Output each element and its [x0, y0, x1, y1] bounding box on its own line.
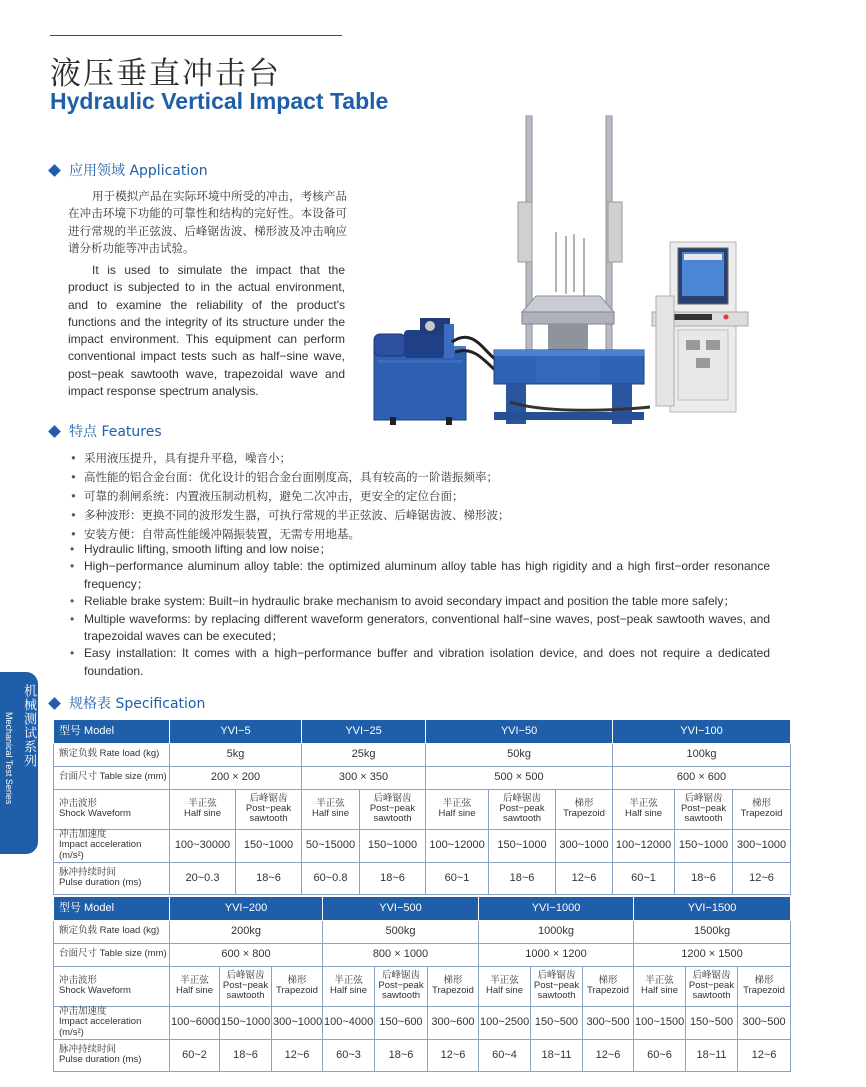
accel-cell: 300~1000 — [272, 1006, 323, 1039]
pulse-cell: 60~0.8 — [302, 862, 360, 894]
control-cabinet — [652, 242, 748, 412]
accel-cell: 100~12000 — [426, 829, 489, 862]
accel-cell: 300~600 — [428, 1006, 479, 1039]
wave-saw-cn: 后峰锯齿 — [373, 793, 412, 804]
accel-label-cn: 冲击加速度 — [59, 828, 107, 840]
size-cell: 200 × 200 — [170, 766, 302, 789]
wave-saw-en2: sawtooth — [373, 813, 412, 824]
accel-cell: 100~4000 — [323, 1006, 375, 1039]
page-title-cn: 液压垂直冲击台 — [50, 56, 281, 92]
wave-saw — [489, 789, 556, 829]
application-heading-text: 应用领域 Application — [69, 163, 208, 179]
table-row — [54, 897, 791, 920]
wave-saw-cn: 后峰锯齿 — [249, 793, 288, 804]
wave-saw-cn: 后峰锯齿 — [226, 970, 265, 981]
wave-half — [613, 789, 675, 829]
wave-saw — [220, 966, 272, 1006]
accel-label — [54, 829, 170, 862]
wave-saw-en2: sawtooth — [226, 990, 265, 1001]
wave-trap-en: Trapezoid — [563, 808, 605, 819]
waveform-label-cn: 冲击波形 — [59, 797, 98, 809]
wave-saw-en1: Post−peak — [688, 980, 735, 991]
wave-trap — [738, 966, 791, 1006]
wave-half — [302, 789, 360, 829]
header-rule — [50, 35, 342, 36]
pulse-cell: 12~6 — [583, 1039, 634, 1071]
feature-item-cn: • 可靠的刹闸系统：内置液压制动机构，避免二次冲击，更安全的定位台面； — [68, 487, 510, 506]
wave-half-cn: 半正弦 — [629, 798, 658, 809]
pulse-cell: 12~6 — [556, 862, 613, 894]
pulse-cell: 18~6 — [489, 862, 556, 894]
wave-saw — [531, 966, 583, 1006]
features-list-en — [68, 541, 770, 680]
pulse-label-cn: 脉冲持续时间 — [59, 1043, 117, 1055]
pulse-cell: 60~3 — [323, 1039, 375, 1071]
accel-cell: 150~600 — [375, 1006, 428, 1039]
table-row — [54, 789, 791, 829]
application-heading — [50, 160, 208, 180]
series-label-en: Mechanical Test Series — [4, 712, 14, 805]
wave-half-cn: 半正弦 — [334, 975, 363, 986]
pulse-cell: 60~1 — [613, 862, 675, 894]
wave-saw-en1: Post−peak — [369, 803, 416, 814]
accel-cell: 150~1000 — [489, 829, 556, 862]
pulse-cell: 18~11 — [531, 1039, 583, 1071]
accel-cell: 100~30000 — [170, 829, 236, 862]
wave-half-en: Half sine — [486, 985, 523, 996]
load-cell: 1500kg — [634, 920, 791, 943]
pulse-cell: 60~4 — [479, 1039, 531, 1071]
table-row — [54, 766, 791, 789]
model-cell: YVI−25 — [302, 720, 426, 743]
pulse-cell: 12~6 — [272, 1039, 323, 1071]
accel-cell: 150~1000 — [360, 829, 426, 862]
accel-cell: 100~6000 — [170, 1006, 220, 1039]
wave-trap — [272, 966, 323, 1006]
wave-trap — [556, 789, 613, 829]
page-title-en: Hydraulic Vertical Impact Table — [50, 88, 389, 114]
wave-saw — [360, 789, 426, 829]
pulse-cell: 18~6 — [675, 862, 733, 894]
feature-item-en: • Easy installation: It comes with a high−performance buffer and vibration isolation device, and does not require a dedicated foundation. — [68, 645, 770, 680]
table-row — [54, 1006, 791, 1039]
wave-saw-en1: Post−peak — [499, 803, 545, 814]
waveform-label-cn: 冲击波形 — [59, 974, 98, 986]
pulse-cell: 60~2 — [170, 1039, 220, 1071]
table-row — [54, 920, 791, 943]
table-row — [54, 720, 791, 743]
wave-half-en: Half sine — [184, 808, 221, 819]
wave-saw-en1: Post−peak — [680, 803, 727, 814]
feature-item-cn: • 安装方便：自带高性能缓冲隔振装置，无需专用地基。 — [68, 525, 510, 544]
model-cell: YVI−500 — [323, 897, 479, 920]
wave-half — [170, 789, 236, 829]
pulse-label — [54, 862, 170, 894]
wave-trap-en: Trapezoid — [276, 985, 318, 996]
model-label: 型号 Model — [54, 897, 170, 920]
wave-trap — [428, 966, 479, 1006]
waveform-label — [54, 789, 170, 829]
pulse-cell: 20~0.3 — [170, 862, 236, 894]
model-cell: YVI−200 — [170, 897, 323, 920]
accel-cell: 300~1000 — [733, 829, 791, 862]
size-cell: 600 × 800 — [170, 943, 323, 966]
wave-trap-cn: 梯形 — [754, 975, 774, 986]
pulse-cell: 12~6 — [738, 1039, 791, 1071]
features-list-cn — [68, 449, 510, 544]
wave-half-cn: 半正弦 — [188, 798, 217, 809]
accel-cell: 150~1000 — [220, 1006, 272, 1039]
wave-half — [634, 966, 686, 1006]
pulse-cell: 18~6 — [375, 1039, 428, 1071]
load-cell: 25kg — [302, 743, 426, 766]
specification-heading — [50, 693, 205, 713]
impact-table-machine — [494, 116, 650, 424]
load-label: 额定负载 Rate load (kg) — [54, 920, 170, 943]
wave-saw-cn: 后峰锯齿 — [537, 970, 576, 981]
pulse-cell: 18~11 — [686, 1039, 738, 1071]
size-cell: 1000 × 1200 — [479, 943, 634, 966]
model-cell: YVI−5 — [170, 720, 302, 743]
wave-saw-en2: sawtooth — [249, 813, 288, 824]
accel-cell: 150~1000 — [236, 829, 302, 862]
feature-item-en: • Reliable brake system: Built−in hydraulic brake mechanism to avoid secondary impact and position the table more safely； — [68, 593, 770, 610]
accel-cell: 300~1000 — [556, 829, 613, 862]
model-cell: YVI−1000 — [479, 897, 634, 920]
spec-table-1-body — [53, 720, 791, 895]
diamond-bullet-icon — [48, 425, 61, 438]
wave-half-en: Half sine — [176, 985, 213, 996]
wave-half — [426, 789, 489, 829]
application-text-en: It is used to simulate the impact that the product is subjected to in the actual environment, and to examine the reliability of the product's functions and the integrity of its structure under the impact environment. This equipment can perform conventional impact tests such as half−sine wave, post−peak sawtooth wave, trapezoidal wave and impact response spectrum analysis. — [68, 263, 345, 399]
wave-trap-en: Trapezoid — [740, 808, 783, 819]
accel-label-en: Impact acceleration (m/s²) — [59, 839, 142, 861]
wave-saw-en1: Post−peak — [222, 980, 269, 991]
table-row — [54, 966, 791, 1006]
pulse-cell: 12~6 — [428, 1039, 479, 1071]
series-label-cn: 机械测试系列 — [21, 684, 36, 768]
diamond-bullet-icon — [48, 697, 61, 710]
wave-trap-en: Trapezoid — [587, 985, 629, 996]
wave-half-cn: 半正弦 — [490, 975, 519, 986]
table-row — [54, 743, 791, 766]
feature-item-en: • Hydraulic lifting, smooth lifting and low noise； — [68, 541, 770, 558]
pulse-cell: 18~6 — [360, 862, 426, 894]
wave-half-cn: 半正弦 — [442, 798, 472, 809]
size-cell: 800 × 1000 — [323, 943, 479, 966]
wave-half-cn: 半正弦 — [645, 975, 674, 986]
wave-saw — [375, 966, 428, 1006]
wave-trap-cn: 梯形 — [287, 975, 307, 986]
wave-saw-en1: Post−peak — [245, 803, 292, 814]
model-cell: YVI−1500 — [634, 897, 791, 920]
wave-half — [479, 966, 531, 1006]
wave-trap-en: Trapezoid — [743, 985, 785, 996]
pulse-label-en: Pulse duration (ms) — [59, 1054, 142, 1065]
wave-half-en: Half sine — [641, 985, 678, 996]
diamond-bullet-icon — [48, 164, 61, 177]
pulse-cell: 60~1 — [426, 862, 489, 894]
wave-saw — [236, 789, 302, 829]
wave-saw — [675, 789, 733, 829]
table-row — [54, 862, 791, 894]
feature-item-cn: • 高性能的铝合金台面：优化设计的铝合金台面刚度高，具有较高的一阶谐振频率； — [68, 468, 510, 487]
wave-trap — [733, 789, 791, 829]
wave-saw-cn: 后峰锯齿 — [684, 793, 723, 804]
accel-cell: 100~12000 — [613, 829, 675, 862]
wave-saw-en1: Post−peak — [378, 980, 424, 991]
wave-half-en: Half sine — [330, 985, 367, 996]
size-cell: 500 × 500 — [426, 766, 613, 789]
size-cell: 1200 × 1500 — [634, 943, 791, 966]
series-side-tab — [0, 672, 38, 854]
accel-cell: 150~1000 — [675, 829, 733, 862]
wave-saw-en2: sawtooth — [537, 990, 576, 1001]
wave-saw-en2: sawtooth — [684, 813, 723, 824]
table-row — [54, 1039, 791, 1071]
load-cell: 50kg — [426, 743, 613, 766]
wave-saw-cn: 后峰锯齿 — [692, 970, 731, 981]
accel-label — [54, 1006, 170, 1039]
accel-cell: 300~500 — [583, 1006, 634, 1039]
wave-trap-cn: 梯形 — [574, 798, 594, 809]
wave-trap-en: Trapezoid — [432, 985, 474, 996]
wave-saw-cn: 后峰锯齿 — [503, 793, 542, 804]
model-cell: YVI−50 — [426, 720, 613, 743]
application-text-cn: 用于模拟产品在实际环境中所受的冲击，考核产品在冲击环境下功能的可靠性和结构的完好性。本设备可进行常规的半正弦波、后峰锯齿波、梯形波及冲击响应谱分析功能等冲击试验。 — [68, 189, 347, 255]
load-cell: 5kg — [170, 743, 302, 766]
table-row — [54, 943, 791, 966]
wave-saw-en2: sawtooth — [503, 813, 542, 824]
accel-label-en: Impact acceleration (m/s²) — [59, 1016, 142, 1038]
waveform-label-en: Shock Waveform — [59, 808, 131, 819]
waveform-label-en: Shock Waveform — [59, 985, 131, 996]
size-cell: 300 × 350 — [302, 766, 426, 789]
pulse-label-en: Pulse duration (ms) — [59, 877, 142, 888]
load-cell: 200kg — [170, 920, 323, 943]
waveform-label — [54, 966, 170, 1006]
wave-saw — [686, 966, 738, 1006]
pulse-cell: 18~6 — [220, 1039, 272, 1071]
wave-trap — [583, 966, 634, 1006]
pulse-cell: 60~6 — [634, 1039, 686, 1071]
load-label: 额定负载 Rate load (kg) — [54, 743, 170, 766]
feature-item-en: • High−performance aluminum alloy table: the optimized aluminum alloy table has high rigidity and a high first−order resonance frequency； — [68, 558, 770, 593]
accel-cell: 150~500 — [686, 1006, 738, 1039]
accel-label-cn: 冲击加速度 — [59, 1005, 107, 1017]
size-label: 台面尺寸 Table size (mm) — [54, 943, 170, 966]
product-photo — [360, 112, 800, 442]
specification-heading-text: 规格表 Specification — [69, 696, 206, 712]
wave-saw-en2: sawtooth — [381, 990, 421, 1001]
table-row — [54, 829, 791, 862]
size-cell: 600 × 600 — [613, 766, 791, 789]
size-label: 台面尺寸 Table size (mm) — [54, 766, 170, 789]
wave-half — [170, 966, 220, 1006]
hydraulic-pump-unit — [374, 318, 466, 425]
wave-trap-cn: 梯形 — [443, 975, 463, 986]
features-heading-text: 特点 Features — [69, 424, 162, 440]
wave-half-en: Half sine — [625, 808, 663, 819]
pulse-label — [54, 1039, 170, 1071]
accel-cell: 150~500 — [531, 1006, 583, 1039]
wave-trap-cn: 梯形 — [598, 975, 618, 986]
wave-saw-en1: Post−peak — [533, 980, 580, 991]
accel-cell: 50~15000 — [302, 829, 360, 862]
accel-cell: 300~500 — [738, 1006, 791, 1039]
load-cell: 500kg — [323, 920, 479, 943]
wave-saw-cn: 后峰锯齿 — [381, 970, 420, 981]
features-heading — [50, 421, 162, 441]
feature-item-cn: • 多种波形：更换不同的波形发生器，可执行常规的半正弦波、后峰锯齿波、梯形波； — [68, 506, 510, 525]
feature-item-en: • Multiple waveforms: by replacing different waveform generators, conventional half−sine waves, post−peak sawtooth waves, and trapezoidal waves can be executed； — [68, 611, 770, 646]
wave-trap-cn: 梯形 — [752, 798, 772, 809]
load-cell: 1000kg — [479, 920, 634, 943]
model-cell: YVI−100 — [613, 720, 791, 743]
pulse-label-cn: 脉冲持续时间 — [59, 866, 117, 878]
wave-half — [323, 966, 375, 1006]
model-label: 型号 Model — [54, 720, 170, 743]
wave-half-cn: 半正弦 — [316, 798, 345, 809]
wave-half-cn: 半正弦 — [180, 975, 209, 986]
spec-table-2 — [53, 897, 791, 1072]
wave-half-en: Half sine — [438, 808, 476, 819]
accel-cell: 100~1500 — [634, 1006, 686, 1039]
load-cell: 100kg — [613, 743, 791, 766]
wave-saw-en2: sawtooth — [692, 990, 731, 1001]
pulse-cell: 12~6 — [733, 862, 791, 894]
pulse-cell: 18~6 — [236, 862, 302, 894]
feature-item-cn: • 采用液压提升，具有提升平稳，噪音小； — [68, 449, 510, 468]
wave-half-en: Half sine — [312, 808, 349, 819]
accel-cell: 100~2500 — [479, 1006, 531, 1039]
